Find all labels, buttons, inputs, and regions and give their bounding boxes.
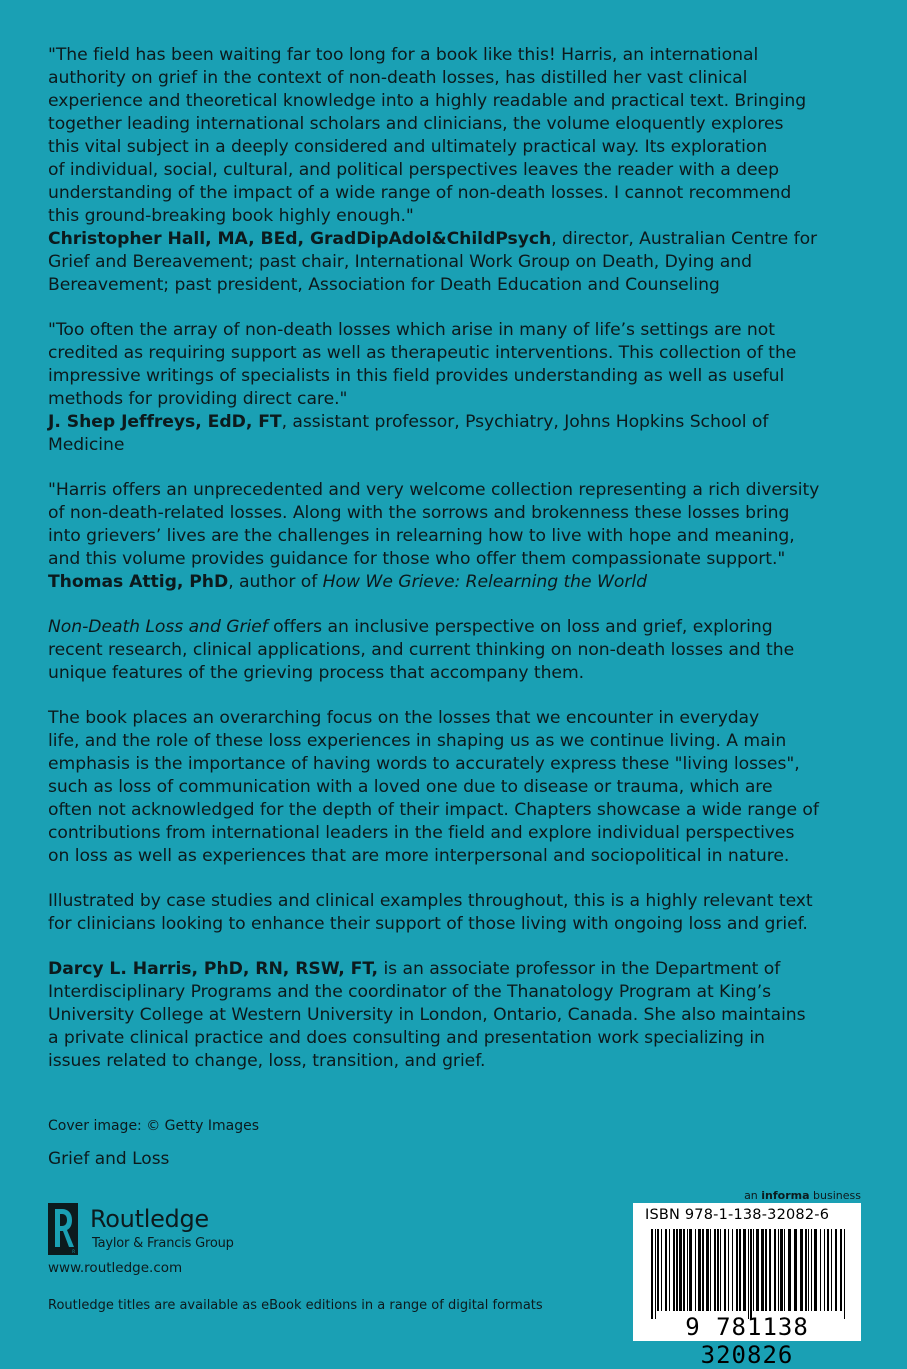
description-line: unique features of the grieving process that accompany them.: [48, 663, 585, 683]
description-line: for clinicians looking to enhance their support of those living with ongoing loss and grief.: [48, 914, 808, 934]
barcode-bar: [683, 1229, 685, 1311]
barcode-bar: [748, 1229, 749, 1319]
description-intro: [48, 616, 863, 685]
publisher-url[interactable]: www.routledge.com: [48, 1260, 183, 1276]
barcode-bar: [820, 1229, 821, 1311]
description-line: contributions from international leaders in the field and explore individual perspectives: [48, 823, 795, 843]
routledge-logo: [48, 1203, 288, 1259]
publisher-name: Routledge: [90, 1205, 209, 1233]
cover-image-credit: Cover image: © Getty Images: [48, 1118, 259, 1134]
description-line: Illustrated by case studies and clinical examples throughout, this is a highly relevant text: [48, 891, 813, 911]
barcode-bar: [698, 1229, 701, 1311]
quote-line: of individual, social, cultural, and political perspectives leaves the reader with a deep: [48, 160, 779, 180]
barcode-bar: [778, 1229, 779, 1311]
barcode-bar: [814, 1229, 817, 1311]
author-name: Darcy L. Harris, PhD, RN, RSW, FT,: [48, 959, 379, 979]
bio-line: issues related to change, loss, transition, and grief.: [48, 1051, 486, 1071]
endorsement-hall: [48, 44, 863, 297]
endorser-role: Grief and Bereavement; past chair, International Work Group on Death, Dying and: [48, 252, 752, 272]
author-bio: [48, 958, 863, 1073]
description-focus: [48, 707, 863, 868]
quote-line: of non-death-related losses. Along with the sorrows and brokenness these losses bring: [48, 503, 790, 523]
barcode-bar: [794, 1229, 797, 1311]
isbn-barcode: [633, 1203, 861, 1369]
barcode-bar: [811, 1229, 812, 1311]
ebook-note: Routledge titles are available as eBook editions in a range of digital formats: [48, 1298, 543, 1313]
description-text: offers an inclusive perspective on loss and grief, exploring: [267, 617, 773, 637]
barcode-bar: [788, 1229, 791, 1311]
endorser-name: Christopher Hall, MA, BEd, GradDipAdol&ChildPsych: [48, 229, 552, 249]
quote-line: this vital subject in a deeply considered and ultimately practical way. Its exploration: [48, 137, 768, 157]
barcode-bar: [765, 1229, 767, 1311]
barcode-bar: [835, 1229, 837, 1311]
informa-prefix: an: [744, 1189, 762, 1202]
description-line: [48, 616, 863, 639]
book-title: Non-Death Loss and Grief: [48, 617, 268, 637]
barcode-bar: [756, 1229, 759, 1311]
barcode-bar: [743, 1229, 746, 1311]
barcode-bar: [769, 1229, 771, 1311]
barcode-bar: [800, 1229, 803, 1311]
barcode-bar: [661, 1229, 662, 1311]
barcode-bar: [673, 1229, 675, 1311]
bio-line: Interdisciplinary Programs and the coordinator of the Thanatology Program at King’s: [48, 982, 772, 1002]
barcode-bar: [784, 1229, 785, 1311]
description-line: The book places an overarching focus on the losses that we encounter in everyday: [48, 708, 760, 728]
barcode-bar: [739, 1229, 741, 1311]
description-line: often not acknowledged for the depth of their impact. Chapters showcase a wide range of: [48, 800, 819, 820]
informa-brand: informa: [761, 1189, 810, 1202]
barcode-bar: [702, 1229, 704, 1311]
bio-line: [48, 958, 863, 981]
quote-line: "Too often the array of non-death losses which arise in many of life’s settings are not: [48, 320, 775, 340]
barcode-bar: [676, 1229, 678, 1311]
barcode-bar: [728, 1229, 729, 1311]
barcode-bar: [732, 1229, 733, 1311]
barcode-bar: [706, 1229, 709, 1311]
barcode-bar: [689, 1229, 692, 1311]
barcode-bar: [657, 1229, 659, 1311]
quote-line: understanding of the impact of a wide range of non-death losses. I cannot recommend: [48, 183, 792, 203]
barcode-bar: [655, 1229, 656, 1319]
description-line: recent research, clinical applications, and current thinking on non-death losses and the: [48, 640, 795, 660]
endorser-line: [48, 411, 863, 434]
bio-text: is an associate professor in the Department of: [378, 959, 781, 979]
series-name: Grief and Loss: [48, 1149, 170, 1169]
barcode-bar: [824, 1229, 825, 1311]
endorser-line: [48, 228, 863, 251]
bio-line: University College at Western University in London, Ontario, Canada. She also maintains: [48, 1005, 806, 1025]
barcode-bar: [720, 1229, 721, 1311]
barcode-bar: [651, 1229, 653, 1319]
barcode-bar: [827, 1229, 829, 1311]
quote-line: into grievers’ lives are the challenges in relearning how to live with hope and meaning,: [48, 526, 795, 546]
endorser-name: J. Shep Jeffreys, EdD, FT: [48, 412, 282, 432]
endorsement-jeffreys: [48, 319, 863, 457]
description-line: such as loss of communication with a loved one due to disease or trauma, which are: [48, 777, 773, 797]
bio-line: a private clinical practice and does consulting and presentation work specializing in: [48, 1028, 765, 1048]
barcode-bar: [844, 1229, 845, 1319]
barcode-bar: [774, 1229, 776, 1311]
endorser-role: , director, Australian Centre for: [551, 229, 818, 249]
barcode-bar: [687, 1229, 688, 1311]
description-line: on loss as well as experiences that are more interpersonal and sociopolitical in nature.: [48, 846, 790, 866]
quote-line: impressive writings of specialists in this field provides understanding as well as useful: [48, 366, 785, 386]
barcode-bar: [736, 1229, 738, 1311]
quote-line: experience and theoretical knowledge into a highly readable and practical text. Bringing: [48, 91, 807, 111]
endorser-role: , author of: [228, 572, 323, 592]
endorser-line: [48, 571, 863, 594]
publisher-group: Taylor & Francis Group: [92, 1236, 234, 1251]
quote-line: and this volume provides guidance for those who offer them compassionate support.": [48, 549, 786, 569]
barcode-bar: [780, 1229, 783, 1311]
barcode-bar: [679, 1229, 682, 1311]
back-cover-text: [48, 44, 863, 1095]
barcode-bar: [710, 1229, 711, 1311]
description-line: emphasis is the importance of having words to accurately express these "living losses",: [48, 754, 800, 774]
barcode-bar: [717, 1229, 719, 1311]
endorsement-attig: [48, 479, 863, 594]
barcode-bar: [831, 1229, 832, 1311]
routledge-r-icon: [48, 1203, 78, 1255]
informa-business-line: [744, 1189, 861, 1202]
quote-line: credited as requiring support as well as therapeutic interventions. This collection of the: [48, 343, 797, 363]
barcode-bar: [669, 1229, 670, 1311]
barcode-bar: [753, 1229, 754, 1311]
informa-suffix: business: [809, 1189, 861, 1202]
barcode-bars: [647, 1229, 853, 1319]
description-line: life, and the role of these loss experiences in shaping us as we continue living. A main: [48, 731, 787, 751]
barcode-bar: [805, 1229, 807, 1311]
ean-digits: 9 781138 320826: [685, 1313, 809, 1369]
endorser-role: , assistant professor, Psychiatry, Johns Hopkins School of: [281, 412, 769, 432]
barcode-bar: [695, 1229, 696, 1311]
barcode-bar: [714, 1229, 716, 1311]
isbn-number: ISBN 978-1-138-32082-6: [645, 1207, 830, 1223]
barcode-bar: [761, 1229, 764, 1311]
description-audience: [48, 890, 863, 936]
quote-line: this ground-breaking book highly enough.": [48, 206, 414, 226]
barcode-bar: [840, 1229, 842, 1311]
quote-line: methods for providing direct care.": [48, 389, 348, 409]
barcode-bar: [724, 1229, 726, 1311]
barcode-bar: [808, 1229, 809, 1311]
quote-line: authority on grief in the context of non-death losses, has distilled her vast clinical: [48, 68, 748, 88]
endorser-book-title: How We Grieve: Relearning the World: [322, 572, 647, 592]
endorser-role: Medicine: [48, 435, 125, 455]
svg-text:R: R: [72, 1249, 75, 1254]
quote-line: "Harris offers an unprecedented and very welcome collection representing a rich diversity: [48, 480, 820, 500]
barcode-bar: [750, 1229, 752, 1319]
endorser-name: Thomas Attig, PhD: [48, 572, 229, 592]
quote-line: together leading international scholars and clinicians, the volume eloquently explores: [48, 114, 784, 134]
barcode-bar: [665, 1229, 667, 1311]
quote-line: "The field has been waiting far too long for a book like this! Harris, an international: [48, 45, 759, 65]
endorser-role: Bereavement; past president, Association for Death Education and Counseling: [48, 275, 720, 295]
